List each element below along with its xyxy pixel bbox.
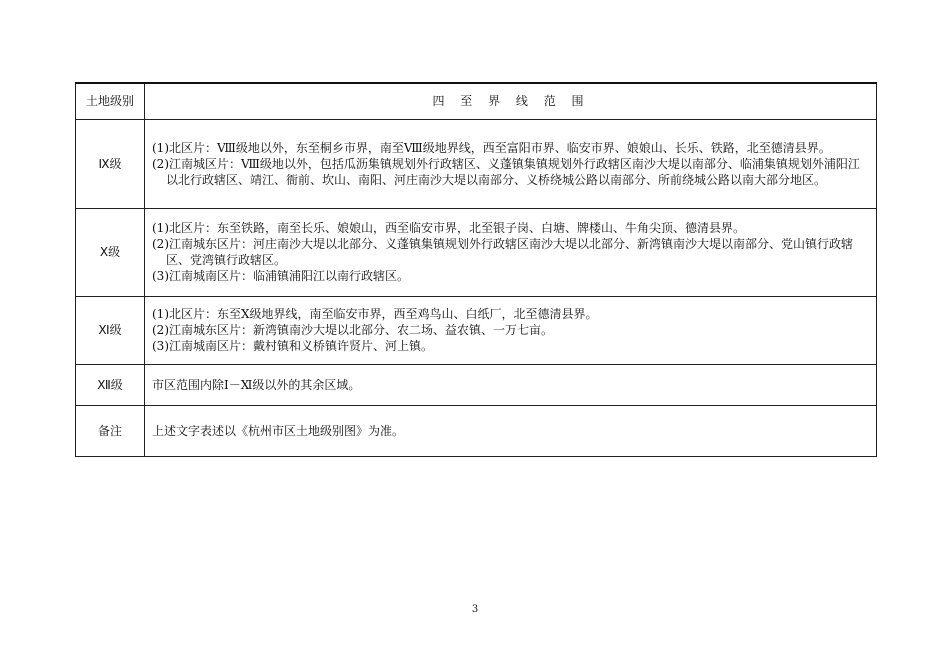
grade-cell: Ⅸ级 [76,119,145,208]
range-cell [145,405,877,456]
range-item: (1)北区片：东至Ⅹ级地界线，南至临安市界，西至鸡鸟山、白纸厂，北至德清县界。 [152,307,598,321]
grade-cell: Ⅹ级 [76,208,145,296]
range-item: (2)江南城区片：Ⅷ级地以外，包括瓜沥集镇规划外行政辖区、义蓬镇集镇规划外行政辖区南沙大堤以南部分、临浦集镇规划外浦阳江以北行政辖区、靖江、衙前、坎山、南阳、河庄南沙大堤以南部分、义桥绕城公路以南部分、所前绕城公路以南大部分地区。 [152,156,860,187]
page-number: 3 [471,604,479,615]
range-cell [145,364,877,405]
header-range-cell: 四 至 界 线 范 围 [145,83,877,119]
range-item: (2)江南城东区片：河庄南沙大堤以北部分、义蓬镇集镇规划外行政辖区南沙大堤以北部分、新湾镇南沙大堤以南部分、党山镇行政辖区、党湾镇行政辖区。 [152,237,854,267]
grade-cell: Ⅻ级 [76,364,145,405]
table-row [76,405,877,456]
range-item: (1)北区片：Ⅷ级地以外，东至桐乡市界，南至Ⅷ级地界线，西至富阳市界、临安市界、娘娘山、长乐、铁路，北至德清县界。 [152,140,831,155]
grade-cell: Ⅺ级 [76,296,145,364]
range-item: (3)江南城南区片：临浦镇浦阳江以南行政辖区。 [152,269,409,283]
table-row [76,208,877,296]
table-row [76,119,877,208]
header-grade-cell: 土地级别 [76,83,145,119]
table-row [76,364,877,405]
range-item: (1)北区片：东至铁路，南至长乐、娘娘山，西至临安市界，北至银子岗、白塘、牌楼山、牛角尖顶、德清县界。 [152,221,746,235]
range-cell [145,208,877,296]
grade-cell: 备注 [76,405,145,456]
table-row [76,296,877,364]
range-cell [145,119,877,208]
land-grade-table [75,82,877,457]
range-item: (3)江南城南区片：戴村镇和义桥镇许贤片、河上镇。 [152,339,434,353]
table-header-row [76,83,877,119]
range-item: (2)江南城东区片：新湾镇南沙大堤以北部分、农二场、益农镇、一万七亩。 [152,323,554,337]
range-cell [145,296,877,364]
range-item: 市区范围内除Ⅰ－Ⅺ级以外的其余区域。 [152,377,361,392]
range-item: 上述文字表述以《杭州市区土地级别图》为准。 [152,423,405,438]
